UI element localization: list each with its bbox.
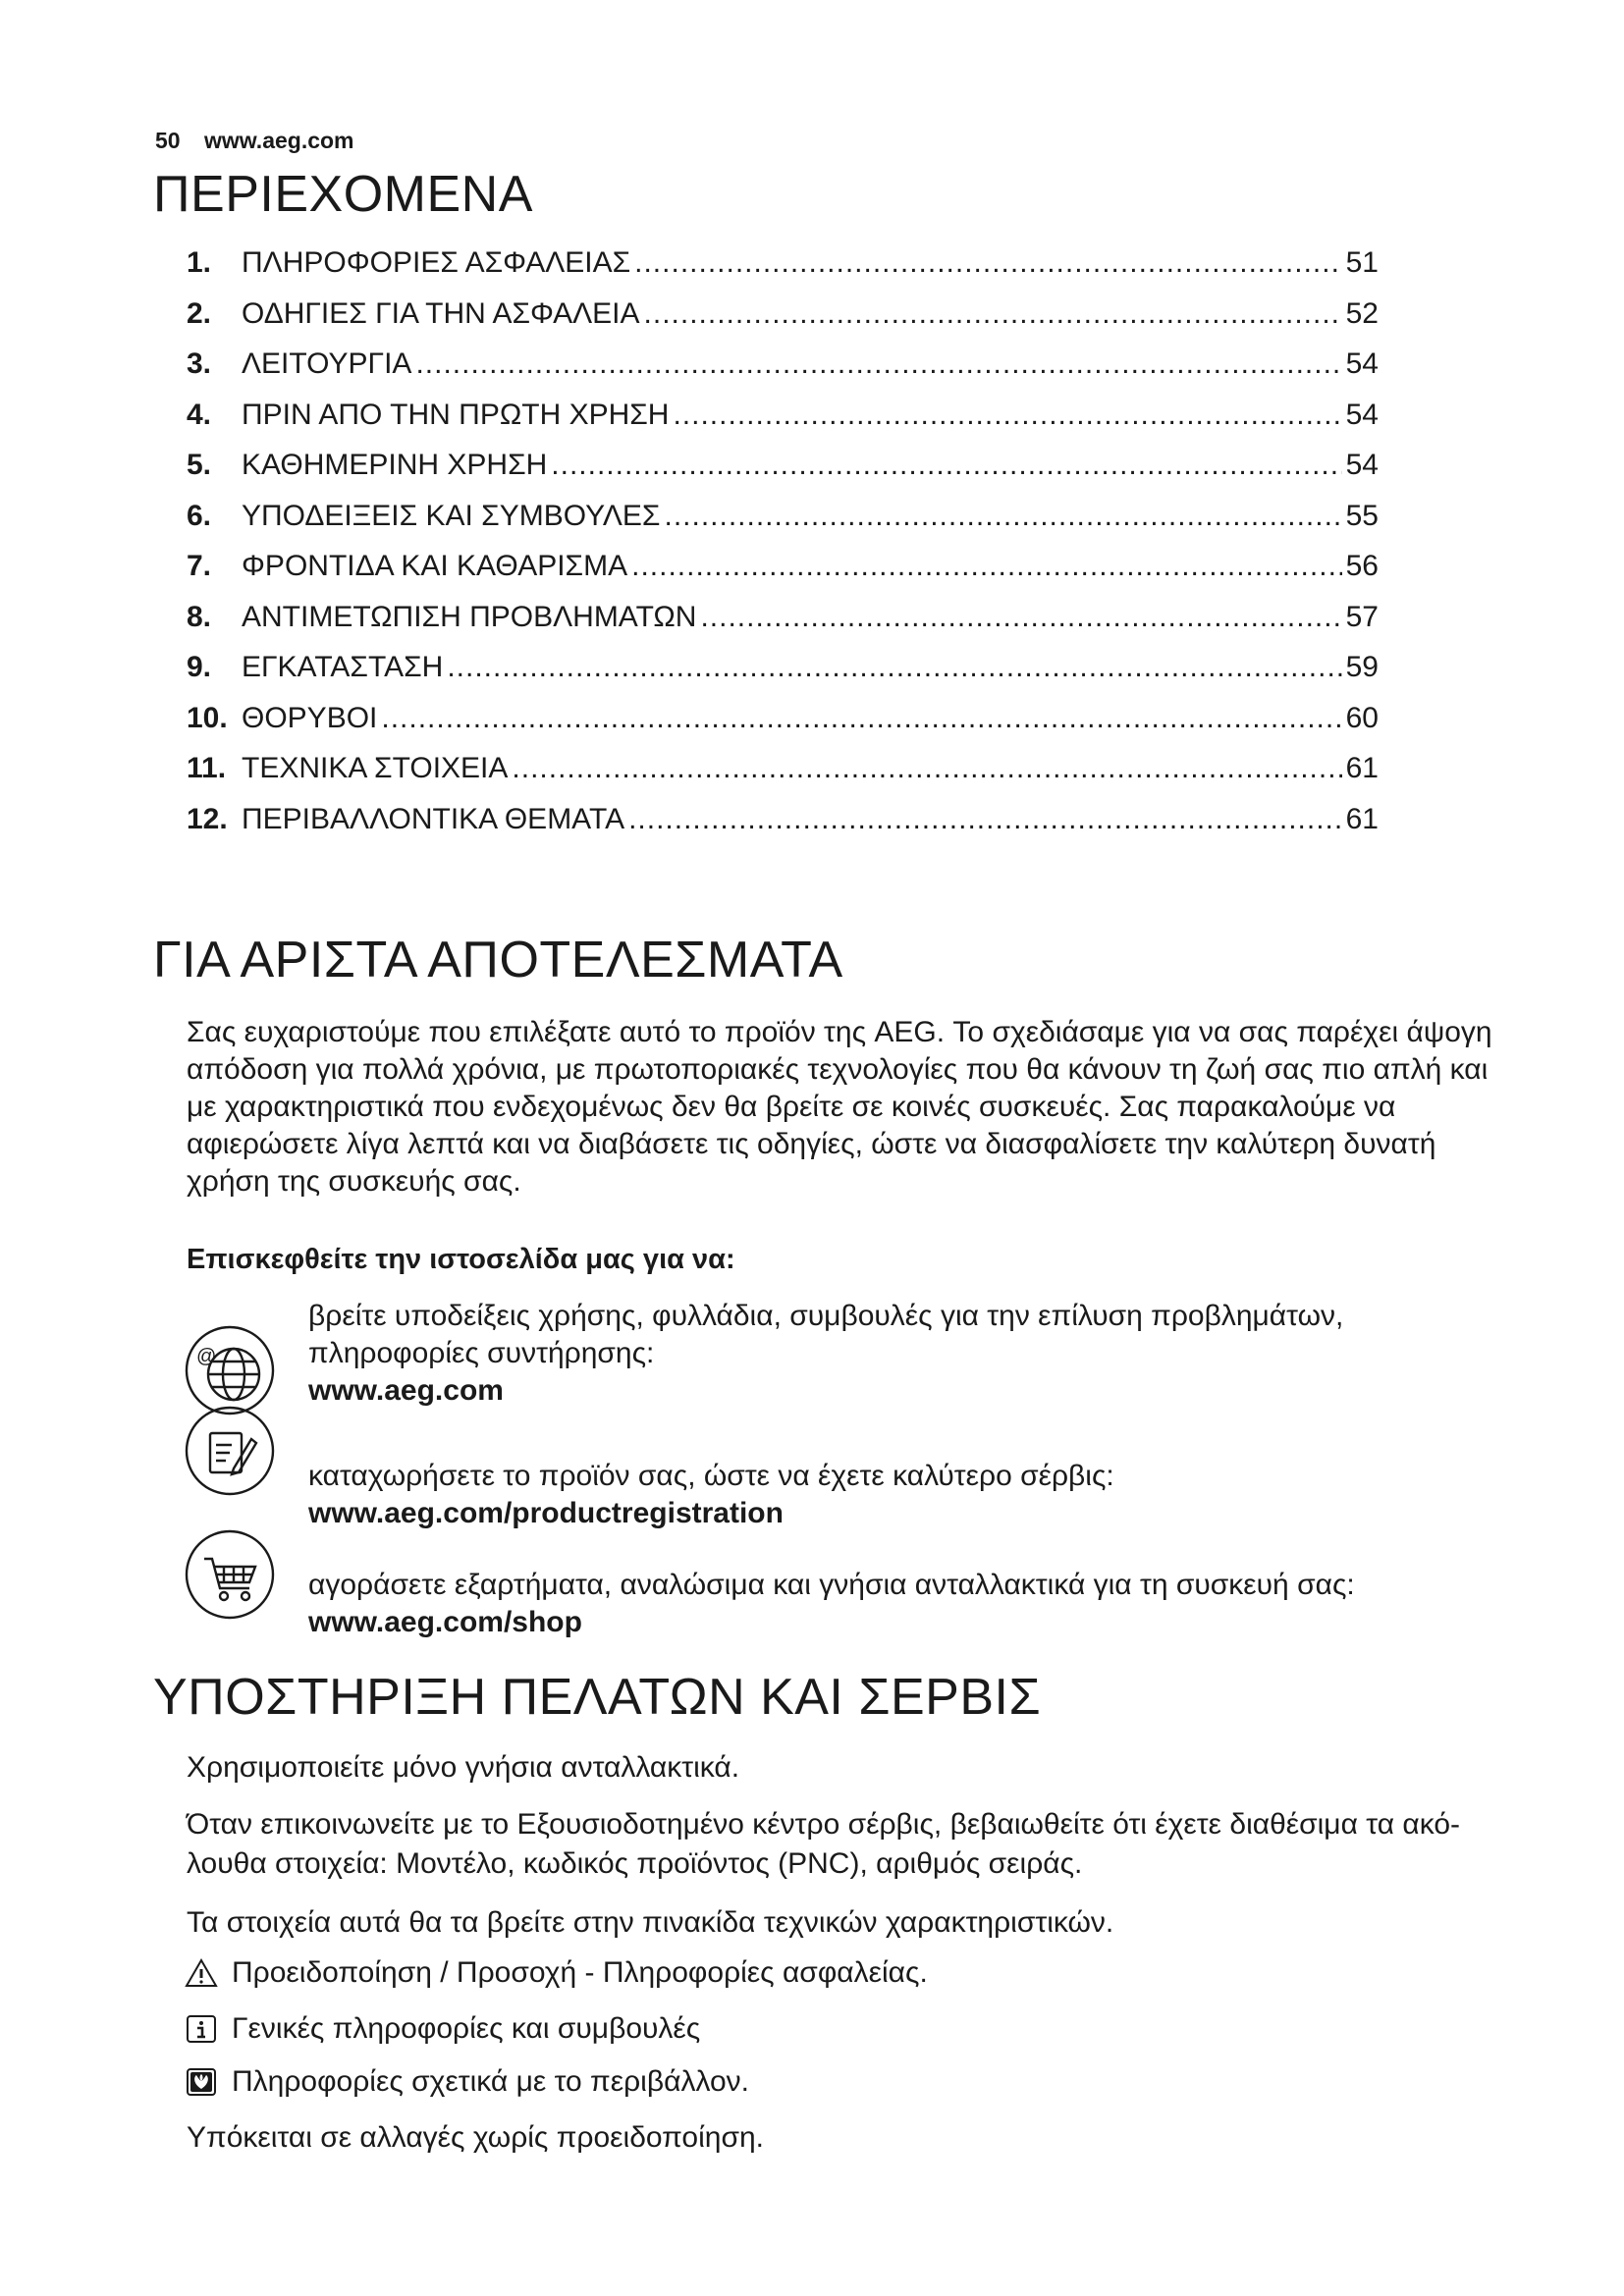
visit-item-text-block	[308, 1298, 1498, 1410]
toc-item-title: ΠΛΗΡΟΦΟΡΙΕΣ ΑΣΦΑΛΕΙΑΣ	[242, 246, 631, 279]
toc-leader	[447, 653, 1341, 682]
toc-item-title: ΘΟΡΥΒΟΙ	[242, 701, 378, 734]
toc-leader	[551, 451, 1341, 480]
toc-item[interactable]	[187, 701, 1379, 755]
toc-title: ΠΕΡΙΕΧΟΜΕΝΑ	[153, 166, 533, 223]
toc-leader	[700, 603, 1341, 632]
toc-item-number: 6.	[187, 499, 212, 532]
toc-item-page: 51	[1345, 246, 1379, 279]
results-title: ΓΙΑ ΑΡΙΣΤΑ ΑΠΟΤΕΛΕΣΜΑΤΑ	[153, 932, 843, 988]
toc-leader	[664, 502, 1341, 531]
registration-link[interactable]: www.aeg.com/productregistration	[308, 1497, 784, 1529]
toc-item-number: 3.	[187, 347, 212, 380]
toc-item-number: 1.	[187, 246, 212, 279]
toc-item-title: ΚΑΘΗΜΕΡΙΝΗ ΧΡΗΣΗ	[242, 449, 548, 481]
toc-leader	[634, 248, 1341, 278]
toc-item-page: 61	[1345, 752, 1379, 784]
site-url[interactable]: www.aeg.com	[203, 128, 354, 153]
table-of-contents	[187, 248, 1379, 855]
toc-item-page: 59	[1345, 651, 1379, 683]
note-text: Προειδοποίηση / Προσοχή - Πληροφορίες ασφαλείας.	[232, 1956, 928, 1989]
support-paragraph-1: Χρησιμοποιείτε μόνο γνήσια ανταλλακτικά.	[187, 1751, 740, 1784]
visit-item-text: βρείτε υποδείξεις χρήσης, φυλλάδια, συμβουλές για την επίλυση προβλημάτων, πληροφορίες συντήρησης:	[308, 1300, 1344, 1369]
toc-leader	[415, 349, 1341, 379]
toc-item-page: 52	[1345, 296, 1379, 330]
toc-leader	[381, 704, 1341, 733]
toc-item[interactable]	[187, 802, 1379, 856]
shopping-cart-icon	[183, 1527, 277, 1622]
toc-item-number: 8.	[187, 600, 212, 633]
toc-leader	[644, 299, 1342, 329]
toc-item-title: ΠΕΡΙΒΑΛΛΟΝΤΙΚΑ ΘΕΜΑΤΑ	[242, 802, 625, 835]
toc-item[interactable]	[187, 653, 1379, 704]
registration-icon	[183, 1404, 277, 1498]
intro-paragraph: Σας ευχαριστούμε που επιλέξατε αυτό το προϊόν της AEG. Το σχεδιάσαμε για να σας παρέχει άψογη απόδοση για πολλά χρόνια, με πρωτοποριακές τεχνολογίες που θα κάνουν τη ζωή σας πιο απλή και με χαρακτηριστικά που ενδεχομένως δεν θα βρείτε σε κοινές συσκευές. Σας παρακαλούμε να αφιερώσετε λίγα λεπτά και να διαβάσετε τις οδηγίες, ώστε να διασφαλίσετε την καλύτερη δυνατή χρήση της συσκευής σας.	[187, 1016, 1492, 1198]
page-header	[155, 128, 354, 154]
toc-item[interactable]	[187, 296, 1379, 350]
toc-item-number: 7.	[187, 550, 212, 582]
note-environment	[185, 2065, 749, 2099]
toc-item-page: 56	[1345, 550, 1379, 582]
toc-leader	[628, 805, 1342, 834]
toc-item-page: 57	[1345, 600, 1379, 633]
toc-item[interactable]	[187, 248, 1379, 299]
toc-item-number: 11.	[187, 752, 227, 784]
toc-item-page: 55	[1345, 499, 1379, 532]
toc-item[interactable]	[187, 349, 1379, 400]
svg-text:@: @	[196, 1346, 217, 1367]
toc-item-title: ΥΠΟΔΕΙΞΕΙΣ ΚΑΙ ΣΥΜΒΟΥΛΕΣ	[242, 499, 661, 532]
environment-icon	[185, 2066, 218, 2098]
toc-item[interactable]	[187, 552, 1379, 603]
toc-item-page: 54	[1345, 449, 1379, 481]
note-text: Γενικές πληροφορίες και συμβουλές	[232, 2012, 701, 2045]
toc-item-title: ΦΡΟΝΤΙΔΑ ΚΑΙ ΚΑΘΑΡΙΣΜΑ	[242, 550, 628, 582]
note-info	[185, 2012, 700, 2046]
toc-item-title: ΠΡΙΝ ΑΠΟ ΤΗΝ ΠΡΩΤΗ ΧΡΗΣΗ	[242, 398, 670, 431]
support-paragraph-2: Όταν επικοινωνείτε με το Εξουσιοδοτημένο κέντρο σέρβις, βεβαιωθείτε ότι έχετε διαθέσιμα τα ακόλουθα στοιχεία: Μοντέλο, κωδικός προϊόντος (PNC), αριθμός σειράς.	[187, 1808, 1461, 1880]
toc-leader	[673, 400, 1341, 430]
toc-item[interactable]	[187, 600, 1379, 654]
visit-item-text-block	[308, 1567, 1498, 1641]
toc-item-page: 61	[1345, 802, 1379, 835]
shop-link[interactable]: www.aeg.com/shop	[308, 1606, 582, 1638]
toc-item-number: 10.	[187, 701, 228, 734]
toc-item-number: 12.	[187, 802, 228, 835]
footer-disclaimer: Υπόκειται σε αλλαγές χωρίς προειδοποίηση.	[187, 2121, 765, 2154]
toc-leader	[631, 552, 1342, 581]
page-number: 50	[155, 128, 181, 153]
toc-item-title: ΟΔΗΓΙΕΣ ΓΙΑ ΤΗΝ ΑΣΦΑΛΕΙΑ	[242, 296, 640, 330]
toc-item-number: 9.	[187, 651, 212, 683]
toc-item-title: ΕΓΚΑΤΑΣΤΑΣΗ	[242, 651, 444, 683]
info-icon	[185, 2013, 218, 2045]
toc-item-title: ΛΕΙΤΟΥΡΓΙΑ	[242, 347, 412, 380]
visit-item-text-block	[308, 1458, 1498, 1532]
toc-item-page: 54	[1345, 398, 1379, 431]
toc-item-number: 2.	[187, 296, 212, 330]
visit-item-text: καταχωρήσετε το προϊόν σας, ώστε να έχετε καλύτερο σέρβις:	[308, 1460, 1114, 1492]
note-text: Πληροφορίες σχετικά με το περιβάλλον.	[232, 2065, 750, 2098]
toc-item[interactable]	[187, 400, 1379, 452]
toc-item-title: ΑΝΤΙΜΕΤΩΠΙΣΗ ΠΡΟΒΛΗΜΑΤΩΝ	[242, 600, 697, 633]
support-paragraph-3: Τα στοιχεία αυτά θα τα βρείτε στην πινακίδα τεχνικών χαρακτηριστικών.	[187, 1906, 1114, 1939]
toc-item-page: 60	[1345, 701, 1379, 734]
visit-heading: Επισκεφθείτε την ιστοσελίδα μας για να:	[187, 1244, 735, 1275]
note-warning	[185, 1956, 928, 1990]
toc-item[interactable]	[187, 451, 1379, 502]
support-title: ΥΠΟΣΤΗΡΙΞΗ ΠΕΛΑΤΩΝ ΚΑΙ ΣΕΡΒΙΣ	[153, 1669, 1042, 1726]
toc-item-title: ΤΕΧΝΙΚΑ ΣΤΟΙΧΕΙΑ	[242, 752, 509, 784]
website-link[interactable]: www.aeg.com	[308, 1374, 504, 1407]
toc-leader	[512, 754, 1341, 783]
visit-item-text: αγοράσετε εξαρτήματα, αναλώσιμα και γνήσια ανταλλακτικά για τη συσκευή σας:	[308, 1569, 1355, 1601]
warning-icon	[185, 1957, 218, 1989]
toc-item-page: 54	[1345, 347, 1379, 380]
toc-item-number: 4.	[187, 398, 212, 431]
toc-item[interactable]	[187, 499, 1379, 553]
toc-item-number: 5.	[187, 449, 212, 481]
toc-item[interactable]	[187, 754, 1379, 805]
